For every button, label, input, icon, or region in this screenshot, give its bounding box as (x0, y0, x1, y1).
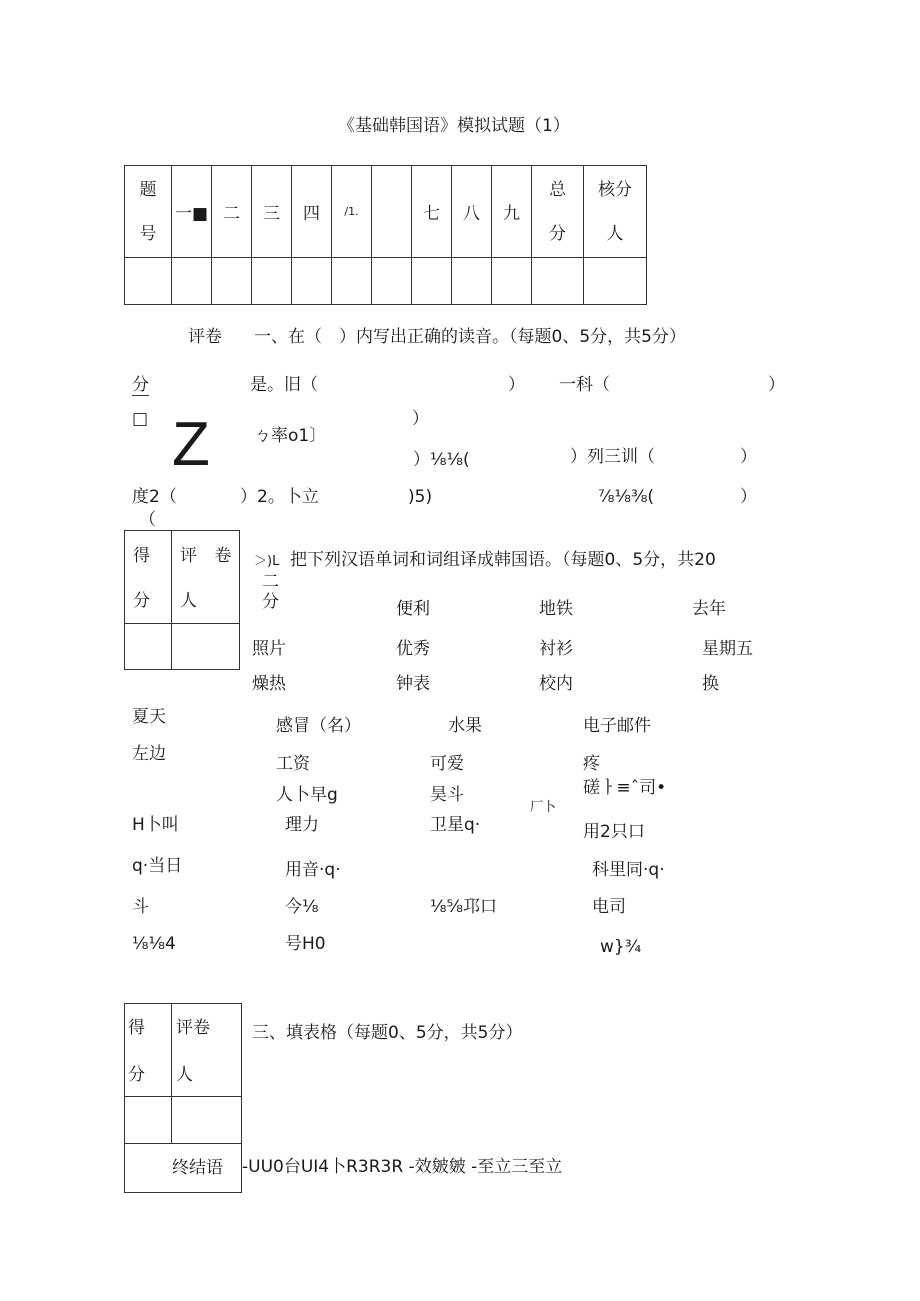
vocab-item: 校内 (539, 674, 573, 694)
question-text: ）⅛⅛( (413, 450, 470, 470)
divider (124, 1096, 242, 1097)
vocab-item: 科里同·q· (592, 860, 665, 880)
vocab-item: 便利 (396, 599, 430, 619)
score-cell (125, 258, 172, 305)
section2-heading: 把下列汉语单词和词组译成韩国语。（每题0、5分，共20 (290, 550, 716, 570)
vocab-item: q·当日 (132, 856, 183, 876)
score-box-label: 得 (133, 546, 150, 566)
question-text: ）列三训（ (570, 447, 655, 467)
heading-tail: 二 (262, 572, 279, 592)
score-header-cell: 核分 人 (584, 166, 647, 258)
vocab-item: 照片 (252, 639, 286, 659)
vocab-item: 去年 (692, 599, 726, 619)
vocab-item: 用2只口 (583, 822, 645, 842)
score-cell (584, 258, 647, 305)
page-title: 《基础韩国语》模拟试题（1） (338, 116, 570, 136)
vocab-item: 水果 (448, 716, 482, 736)
divider (171, 1003, 172, 1144)
score-header-cell: 总 分 (532, 166, 584, 258)
score-header-cell: 二 (212, 166, 252, 258)
score-cell (292, 258, 332, 305)
score-box-label: 分 (133, 591, 150, 611)
score-header-cell: 题 号 (125, 166, 172, 258)
vocab-item: ⅛⅛4 (132, 934, 176, 954)
row-label: 终结语 (172, 1158, 223, 1178)
question-text: ） (412, 409, 429, 429)
score-header-cell: 八 (452, 166, 492, 258)
vocab-item: 星期五 (702, 639, 753, 659)
score-box-label: 得 (128, 1018, 145, 1038)
heading-prefix: ＞)L (254, 554, 280, 569)
section1-heading: 一、在（ ）内写出正确的读音。（每题0、5分，共5分） (254, 327, 686, 347)
question-text: ） (740, 487, 757, 507)
score-header-cell: 一■ (172, 166, 212, 258)
score-cell (252, 258, 292, 305)
vocab-item: 今⅛ (285, 897, 319, 917)
divider (124, 623, 240, 624)
vocab-item: 优秀 (396, 639, 430, 659)
question-text: （ (139, 510, 156, 530)
score-header-cell: 三 (252, 166, 292, 258)
vocab-item: ⅛⅝邛口 (430, 897, 497, 917)
score-box-label: 评卷 (176, 1018, 210, 1038)
question-text: 是。旧（ (250, 375, 318, 395)
section3-heading: 三、填表格（每题0、5分，共5分） (252, 1023, 523, 1043)
vocab-item: 疼 (583, 754, 600, 774)
question-text: 度2（ (132, 487, 177, 507)
score-cell (532, 258, 584, 305)
score-cell (412, 258, 452, 305)
vocab-item: 斗 (132, 897, 149, 917)
vocab-item: 夏天 (132, 707, 166, 727)
score-label: 分 (132, 375, 149, 395)
big-letter: Z (172, 410, 210, 479)
vocab-item: w}¾ (600, 937, 642, 957)
score-header-cell: 七 (412, 166, 452, 258)
row-content: -UU0台UI4卜R3R3R -效皴皴 -至立三至立 (242, 1157, 563, 1177)
score-box-label: 评 卷 (180, 546, 238, 566)
vocab-item: 用音·q· (285, 860, 341, 880)
question-text: ） (740, 447, 757, 467)
score-cell (212, 258, 252, 305)
grader-label: 评卷 (188, 327, 222, 347)
vocab-item: 工资 (276, 754, 310, 774)
score-cell (492, 258, 532, 305)
divider (124, 1143, 242, 1144)
vocab-item: 电司 (592, 897, 626, 917)
score-box-label: 人 (176, 1065, 193, 1085)
score-header-cell: 四 (292, 166, 332, 258)
vocab-item: 燥热 (252, 674, 286, 694)
question-text: ）2。卜立 (240, 487, 319, 507)
question-text: 一科（ (559, 375, 610, 395)
stray-mark: 厂卜 (530, 800, 557, 815)
question-text: )5) (408, 487, 433, 507)
score-header-cell: /1. (332, 166, 372, 258)
checkbox-icon: □ (132, 409, 149, 429)
score-box-label: 分 (128, 1065, 145, 1085)
score-box-label: 人 (180, 591, 197, 611)
score-table (124, 165, 647, 305)
score-header-cell: 九 (492, 166, 532, 258)
question-text: ） (508, 375, 525, 395)
score-header-cell (372, 166, 412, 258)
question-text: ） (768, 375, 785, 395)
question-text: ㄅ率o1〕 (254, 426, 327, 446)
vocab-item: H卜叫 (132, 815, 179, 835)
vocab-item: 地铁 (539, 599, 573, 619)
divider (171, 530, 172, 670)
vocab-item: 可爱 (430, 754, 464, 774)
vocab-item: 电子邮件 (583, 716, 651, 736)
vocab-item: 理力 (285, 815, 319, 835)
vocab-item: 号H0 (285, 934, 326, 954)
vocab-item: 换 (702, 674, 719, 694)
vocab-item: 钟表 (396, 674, 430, 694)
vocab-item: 卫星q· (430, 815, 481, 835)
score-cell (332, 258, 372, 305)
score-cell (372, 258, 412, 305)
vocab-item: 昊斗 (430, 785, 464, 805)
heading-tail: 分 (262, 592, 279, 612)
question-text: ⅞⅛⅜( (598, 487, 655, 507)
vocab-item: 人卜早g (276, 785, 338, 805)
score-cell (172, 258, 212, 305)
vocab-item: 磋ㅏ≡ˆ司• (583, 778, 667, 798)
vocab-item: 衬衫 (539, 639, 573, 659)
vocab-item: 感冒（名） (276, 716, 361, 736)
vocab-item: 左边 (132, 744, 166, 764)
score-cell (452, 258, 492, 305)
